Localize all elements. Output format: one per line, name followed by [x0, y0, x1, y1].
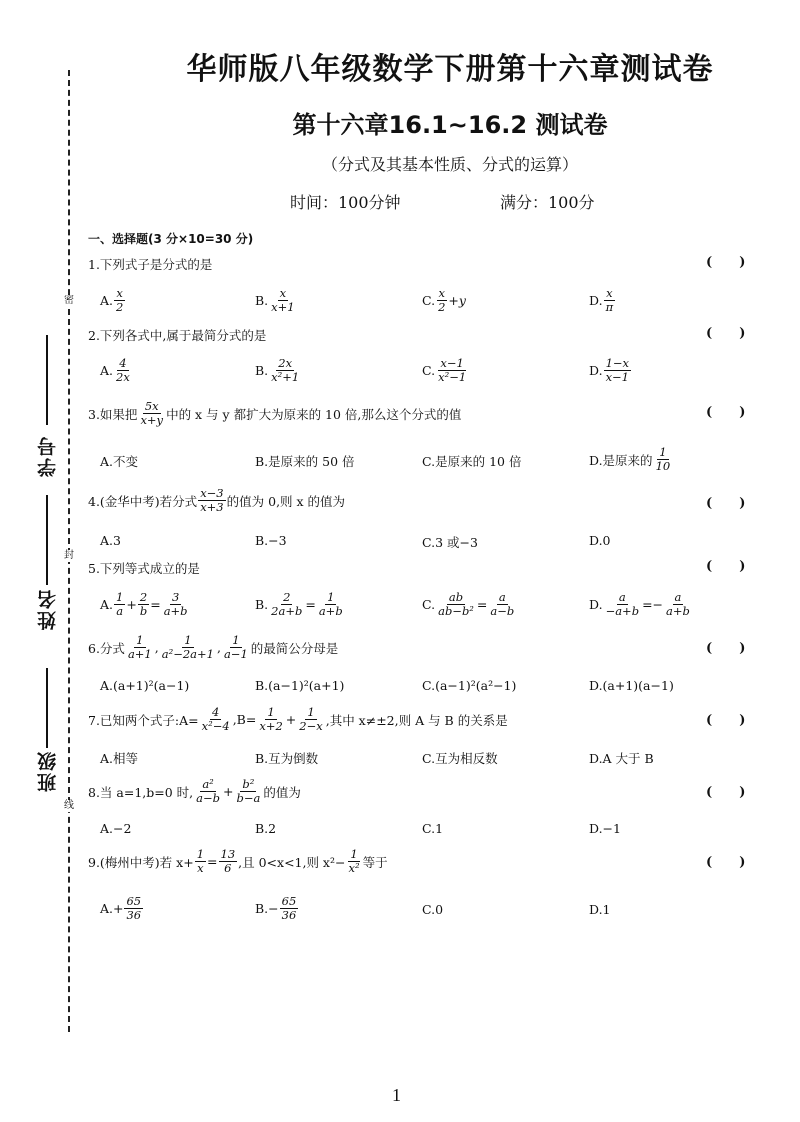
stem-text: 8.当 a=1,b=0 时,	[88, 784, 194, 800]
q3-option-b[interactable]: B.是原来的 50 倍	[255, 454, 355, 469]
fraction: $\frac{3}{a+b}$	[163, 590, 188, 618]
question-8-stem: 8.当 a=1,b=0 时, $\frac{\text{a²}}{a-b}$ + $\frac{\text{b²}}{b-a}$ 的值为	[88, 777, 301, 805]
option-label: B.	[255, 293, 269, 308]
q3-option-d[interactable]	[589, 446, 673, 473]
q1-option-a[interactable]	[100, 287, 126, 314]
denominator: x−1	[605, 370, 630, 384]
fraction: $\frac{1}{a-1}$	[223, 633, 248, 661]
q6-option-a[interactable]: A.(a+1)²(a−1)	[100, 678, 190, 693]
denominator: x+1	[271, 300, 295, 314]
stem-text: ,其中 x≠±2,则 A 与 B 的关系是	[325, 712, 508, 728]
q7-option-c[interactable]: C.互为相反数	[422, 751, 498, 766]
stem-text: 6.分式	[88, 640, 125, 656]
question-3-stem	[88, 400, 461, 427]
denominator: 2	[438, 300, 446, 314]
q9-option-a[interactable]	[100, 895, 144, 922]
section-title: 一、选择题(3 分×10=30 分)	[88, 232, 254, 246]
fraction: $\frac{1}{a+b}$	[318, 590, 343, 618]
option-label: D.是原来的	[589, 452, 653, 468]
q5-option-a[interactable]: A. $\frac{1}{a}$ + $\frac{2}{b}$ = $\frac{3}{a+b}$	[100, 590, 188, 618]
stem-text: 的值为 0,则 x 的值为	[226, 493, 346, 509]
fraction: $\frac{1}{a}$	[116, 590, 124, 618]
numerator: x−3	[200, 486, 224, 500]
fraction: $\frac{1}{2-x}$	[299, 705, 323, 733]
q4-option-d[interactable]: D.0	[589, 533, 611, 548]
q8-option-a[interactable]: A.−2	[100, 821, 132, 836]
fraction: $\frac{4}{\text{x²−4}}$	[201, 705, 230, 733]
stem-text: 9.(梅州中考)若 x+	[88, 854, 194, 870]
numerator: 2x	[278, 356, 293, 370]
stem-text: 的值为	[263, 784, 301, 800]
fraction: $\frac{a}{a+b}$	[666, 590, 690, 618]
fraction: $\frac{13}{6}$	[220, 847, 236, 875]
class-label: 班级	[37, 750, 59, 792]
binding-mark-seal: 密	[64, 295, 74, 306]
numerator: 1−x	[605, 356, 630, 370]
page-subtitle: 第十六章16.1~16.2 测试卷	[292, 111, 608, 139]
full-score: 满分：100分	[500, 193, 595, 212]
fraction	[269, 357, 301, 384]
stem-text: 的最简公分母是	[250, 640, 339, 656]
fraction: $\frac{65}{36}$	[126, 894, 142, 922]
q2-option-b[interactable]	[255, 357, 302, 384]
question-4-stem	[88, 487, 345, 514]
question-1-stem: 1.下列式子是分式的是	[88, 257, 213, 272]
fraction: $\frac{1}{x+2}$	[259, 705, 283, 733]
numerator: x−1	[440, 356, 464, 370]
fraction	[269, 287, 296, 314]
q5-option-b[interactable]: B. $\frac{2}{2a+b}$ = $\frac{1}{a+b}$	[255, 590, 343, 618]
denominator: π	[605, 300, 614, 314]
q2-option-d[interactable]	[589, 357, 632, 384]
q5-option-c[interactable]: C. $\frac{ab}{\text{ab−b²}}$ = $\frac{a}{a-b}$	[422, 590, 515, 618]
numerator: x	[606, 286, 613, 300]
option-label: D.	[589, 293, 603, 308]
answer-blank-5[interactable]: ( )	[706, 559, 746, 574]
q8-option-c[interactable]: C.1	[422, 821, 444, 836]
option-label: A.	[100, 293, 114, 308]
numerator: 1	[659, 445, 667, 459]
q6-option-d[interactable]: D.(a+1)(a−1)	[589, 678, 674, 693]
answer-blank-7[interactable]: ( )	[706, 713, 746, 728]
q4-option-a[interactable]: A.3	[100, 533, 121, 548]
fraction: $\frac{ab}{\text{ab−b²}}$	[438, 590, 474, 618]
option-label: C.	[422, 363, 436, 378]
fraction: $\frac{65}{36}$	[281, 894, 297, 922]
page-title: 华师版八年级数学下册第十六章测试卷	[186, 52, 714, 87]
fraction	[604, 357, 631, 384]
binding-mark-close: 封	[64, 550, 74, 561]
option-label: A.+	[100, 901, 124, 916]
class-line[interactable]	[46, 668, 48, 748]
stem-text: 4.(金华中考)若分式	[88, 493, 198, 509]
q2-option-a[interactable]	[100, 357, 133, 384]
fraction: $\frac{2}{2a+b}$	[271, 590, 303, 618]
numerator: 5x	[144, 399, 159, 413]
denominator: 2	[116, 300, 124, 314]
fraction: $\frac{a}{-a+b}$	[605, 590, 640, 618]
page-number: 1	[392, 1085, 401, 1105]
denominator: 2x	[116, 370, 130, 384]
fraction: $\frac{a}{a-b}$	[490, 590, 515, 618]
student-id-label: 学号	[37, 435, 59, 477]
fraction	[198, 487, 225, 514]
q3-option-a[interactable]: A.不变	[100, 454, 139, 469]
denominator: x+3	[200, 500, 224, 514]
numerator: x	[438, 286, 445, 300]
q9-option-b[interactable]	[255, 895, 299, 922]
q1-option-b[interactable]	[255, 287, 298, 314]
question-2-stem: 2.下列各式中,属于最简分式的是	[88, 328, 267, 343]
q6-option-b[interactable]: B.(a−1)²(a+1)	[255, 678, 345, 693]
option-label: B.	[255, 363, 269, 378]
answer-blank-8[interactable]: ( )	[706, 785, 746, 800]
q9-option-c[interactable]: C.0	[422, 902, 444, 917]
fraction: $\frac{2}{b}$	[139, 590, 148, 618]
option-label: D.	[589, 363, 603, 378]
q2-option-c[interactable]	[422, 357, 469, 384]
denominator: x²+1	[271, 370, 300, 384]
denominator: 10	[655, 459, 671, 473]
topic-line: （分式及其基本性质、分式的运算）	[321, 155, 578, 174]
q8-option-b[interactable]: B.2	[255, 821, 277, 836]
denominator: x+y	[140, 413, 164, 427]
q7-option-b[interactable]: B.互为倒数	[255, 751, 319, 766]
stem-text: 3.如果把	[88, 406, 138, 422]
fraction: $\frac{1}{x}$	[196, 847, 205, 875]
fraction	[604, 287, 616, 314]
name-label: 姓名	[37, 588, 59, 630]
q1-option-d[interactable]	[589, 287, 616, 314]
fraction: $\frac{1}{\text{x²}}$	[348, 847, 360, 875]
stem-text: 中的 x 与 y 都扩大为原来的 10 倍,那么这个分式的值	[166, 406, 462, 422]
question-9-stem: 9.(梅州中考)若 x+ $\frac{1}{x}$ = $\frac{13}{6}$ ,且 0<x<1,则 x²− $\frac{1}{\text{x²}}$ 等于	[88, 847, 388, 875]
q3-option-c[interactable]: C.是原来的 10 倍	[422, 454, 522, 469]
name-line[interactable]	[46, 495, 48, 585]
fraction	[138, 400, 165, 427]
question-7-stem: 7.已知两个式子:A= $\frac{4}{\text{x²−4}}$ ,B= $\frac{1}{x+2}$ + $\frac{1}{2-x}$ ,其中 x≠±2,则 A 与 B 的关系是	[88, 705, 508, 733]
fraction	[436, 357, 468, 384]
fraction: $\frac{1}{\text{a²−2a+1}}$	[161, 633, 214, 661]
denominator: x²−1	[438, 370, 467, 384]
q4-option-b[interactable]: B.−3	[255, 533, 287, 548]
fraction	[654, 446, 673, 473]
student-id-line[interactable]	[46, 335, 48, 425]
time-limit: 时间：100分钟	[290, 193, 401, 212]
numerator: x	[279, 286, 287, 300]
stem-text: 等于	[362, 854, 388, 870]
option-label: B.−	[255, 901, 279, 916]
answer-blank-1[interactable]: ( )	[706, 255, 746, 270]
answer-blank-3[interactable]: ( )	[706, 405, 746, 420]
answer-blank-2[interactable]: ( )	[706, 326, 746, 341]
answer-blank-9[interactable]: ( )	[706, 855, 746, 870]
fraction	[114, 357, 132, 384]
fraction: $\frac{1}{a+1}$	[127, 633, 152, 661]
question-5-stem: 5.下列等式成立的是	[88, 561, 200, 576]
option-label: A.	[100, 363, 114, 378]
fraction: $\frac{\text{b²}}{b-a}$	[236, 777, 261, 805]
numerator: 4	[119, 356, 127, 370]
numerator: x	[116, 286, 123, 300]
fraction	[436, 287, 447, 314]
fraction: $\frac{\text{a²}}{a-b}$	[196, 777, 220, 805]
answer-blank-4[interactable]: ( )	[706, 496, 746, 511]
q4-option-c[interactable]: C.3 或−3	[422, 535, 478, 550]
question-6-stem: 6.分式 $\frac{1}{a+1}$ , $\frac{1}{\text{a²−2a+1}}$ , $\frac{1}{a-1}$ 的最简公分母是	[88, 633, 339, 661]
q7-option-d[interactable]: D.A 大于 B	[589, 751, 654, 766]
option-tail: +y	[448, 293, 466, 308]
answer-blank-6[interactable]: ( )	[706, 641, 746, 656]
q6-option-c[interactable]: C.(a−1)²(a²−1)	[422, 678, 517, 693]
q9-option-d[interactable]: D.1	[589, 902, 611, 917]
q7-option-a[interactable]: A.相等	[100, 751, 139, 766]
q1-option-c[interactable]	[422, 287, 466, 314]
binding-mark-line: 线	[64, 800, 74, 811]
option-label: C.	[422, 293, 436, 308]
stem-text: 7.已知两个式子:A=	[88, 712, 199, 728]
q8-option-d[interactable]: D.−1	[589, 821, 621, 836]
q5-option-d[interactable]: D. $\frac{a}{-a+b}$ =− $\frac{a}{a+b}$	[589, 590, 690, 618]
fraction	[114, 287, 125, 314]
